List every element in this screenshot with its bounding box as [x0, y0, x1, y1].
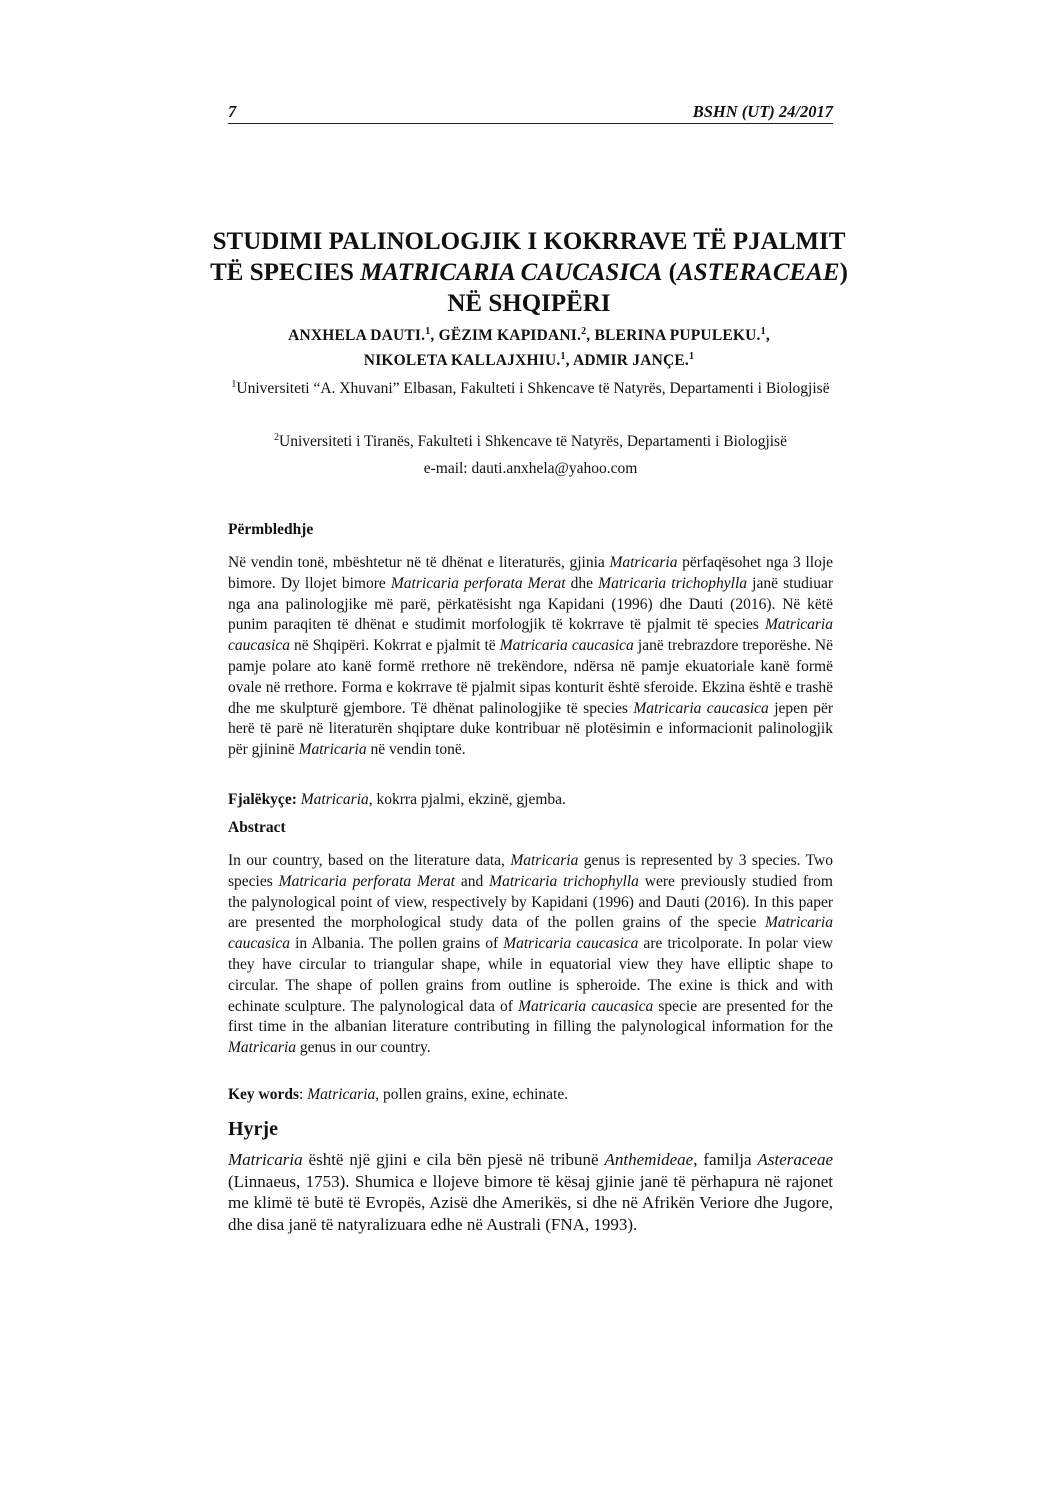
summary-paragraph: Në vendin tonë, mbështetur në të dhënat e literaturës, gjinia Matricaria përfaqësohet nga 3 lloje bimore. Dy llojet bimore Matricaria perforata Merat dhe Matricaria trichophylla janë studiuar nga ana palinologjike më parë, përkatësisht nga Kapidani (1996) dhe Dauti (2016). Në këtë punim paraqiten të dhënat e studimit morfologjik të kokrrave të pjalmit të species Matricaria caucasica në Shqipëri. Kokrrat e pjalmit të Matricaria caucasica janë trebrazdore treporëshe. Në pamje polare ato kanë formë rrethore në trekëndore, ndërsa në pamje ekuatoriale kanë formë ovale në rrethore. Forma e kokrrave të pjalmit sipas konturit është sferoide. Ekzina është e trashë dhe me skulpturë gjembore. Të dhënat palinologjike të species Matricaria caucasica jepen për herë të parë në literaturën shqiptare duke kontribuar në plotësimin e informacionit palinologjik për gjininë Matricaria në vendin tonë.: [228, 554, 834, 759]
journal-reference: BSHN (UT) 24/2017: [692, 102, 833, 121]
author-affiliation-mark: 1: [689, 351, 695, 363]
author-name: NIKOLETA KALLAJXHIU.: [363, 352, 561, 370]
author-name: BLERINA PUPULEKU.: [594, 327, 761, 345]
affiliation-2: $^2$Universiteti i Tiranës, Fakulteti i Shkencave të Natyrës, Departamenti i Biologjisë: [274, 432, 787, 451]
abstract-keywords: Key words: Matricaria, pollen grains, exine, echinate.: [228, 1086, 569, 1103]
summary-heading: Përmbledhje: [228, 521, 314, 538]
author-name: ADMIR JANÇE.: [572, 352, 689, 370]
contact-email[interactable]: e-mail: dauti.anxhela@yahoo.com: [423, 460, 638, 477]
author-affiliation-mark: 2: [581, 326, 587, 337]
introduction-heading: Hyrje: [228, 1118, 278, 1140]
author-list: ANXHELA DAUTI.$^1$, GËZIM KAPIDANI.$^2$, BLERINA PUPULEKU.$^1$, NIKOLETA KALLAJXHIU.$^1$, ADMIR JANÇE.$^1$: [288, 326, 770, 370]
affiliation-1: $^1$Universiteti “A. Xhuvani” Elbasan, Fakulteti i Shkencave të Natyrës, Departamenti i Biologjisë: [231, 379, 830, 398]
author-affiliation-mark: 1: [760, 326, 766, 337]
header-rule: [228, 123, 833, 124]
page-number: 7: [228, 102, 237, 121]
author-affiliation-mark: 1: [425, 326, 431, 337]
abstract-heading: Abstract: [228, 819, 286, 836]
author-affiliation-mark: 1: [560, 351, 566, 363]
paper-title: STUDIMI PALINOLOGJIK I KOKRRAVE TË PJALMIT TË SPECIES MATRICARIA CAUCASICA (ASTERACEAE) NË SHQIPËRI: [210, 228, 848, 317]
author-name: ANXHELA DAUTI.: [288, 327, 426, 345]
introduction-paragraph: Matricaria është një gjini e cila bën pjesë në tribunë Anthemideae, familja Asteraceae (Linnaeus, 1753). Shumica e llojeve bimore të kësaj gjinie janë të përhapura në rajonet me klimë të butë të Evropës, Azisë dhe Amerikës, si dhe në Afrikën Veriore dhe Jugore, dhe disa janë të natyralizuara edhe në Australi (FNA, 1993).: [228, 1150, 833, 1234]
abstract-paragraph: In our country, based on the literature data, Matricaria genus is represented by 3 species. Two species Matricaria perforata Merat and Matricaria trichophylla were previously studied from the palynological point of view, respectively by Kapidani (1996) and Dauti (2016). In this paper are presented the morphological study data of the pollen grains of the specie Matricaria caucasica in Albania. The pollen grains of Matricaria caucasica are tricolporate. In polar view they have circular to triangular shape, while in equatorial view they have elliptic shape to circular. The shape of pollen grains from outline is spheroide. The exine is thick and with echinate sculpture. The palynological data of Matricaria caucasica specie are presented for the first time in the albanian literature contributing in filling the palynological information for the Matricaria genus in our country.: [228, 852, 834, 1057]
author-name: GËZIM KAPIDANI.: [438, 327, 582, 345]
running-header: [228, 102, 833, 128]
summary-keywords: Fjalëkyçe: Matricaria, kokrra pjalmi, ekzinë, gjemba.: [228, 791, 566, 808]
